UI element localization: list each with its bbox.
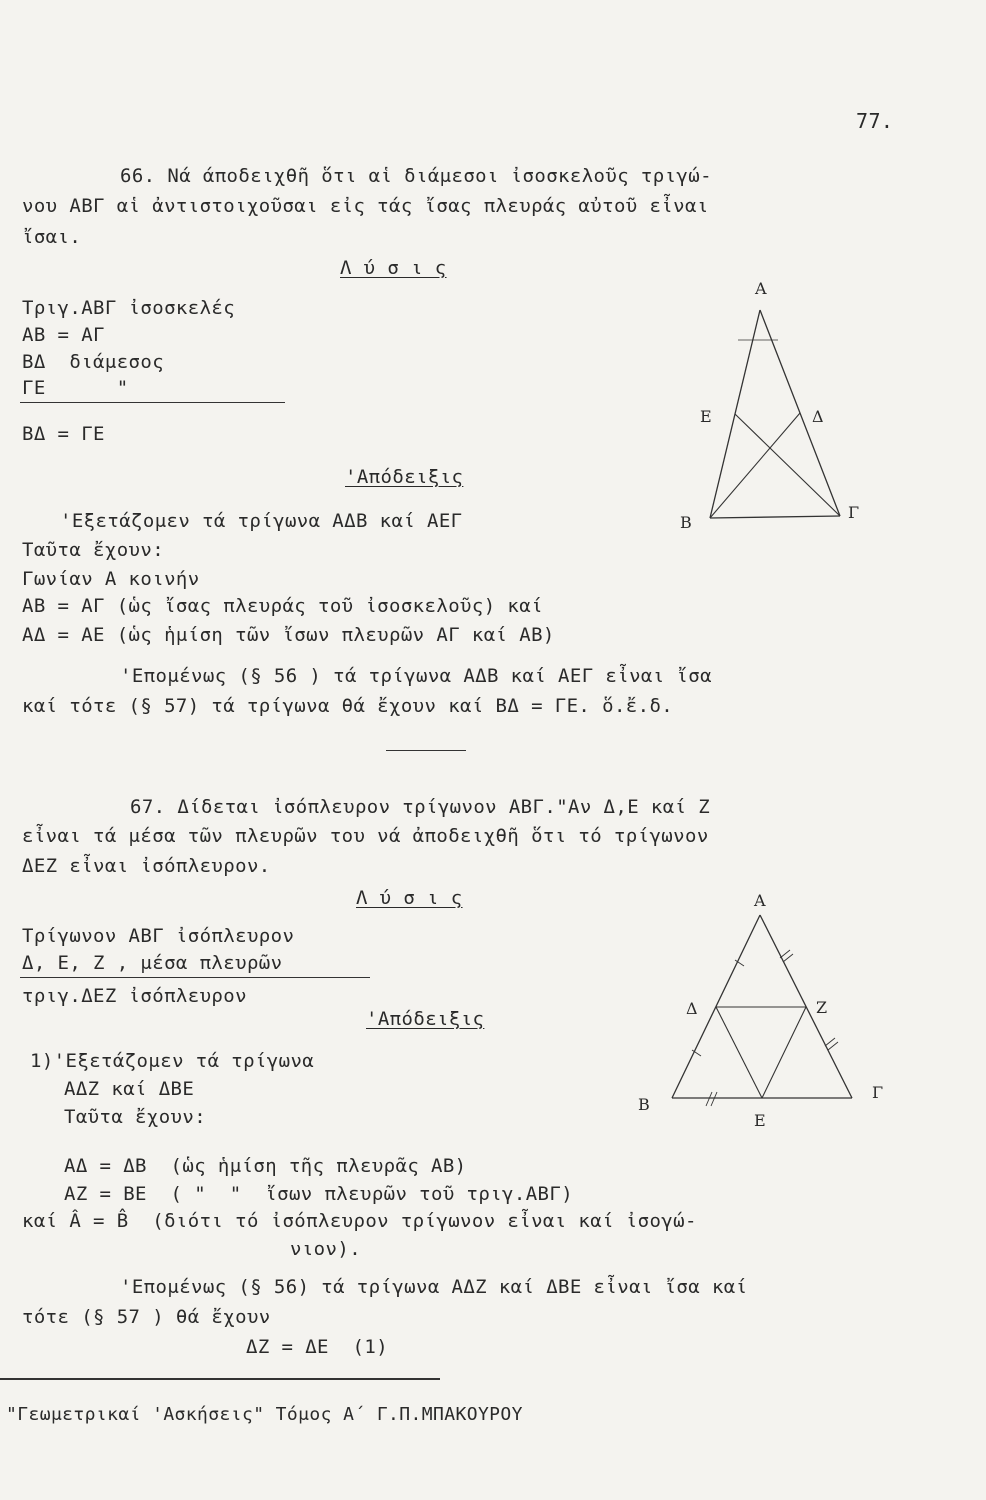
- figure-67-equilateral-triangle: [620, 880, 900, 1140]
- label-D-67: Δ: [686, 999, 698, 1018]
- problem-67-proof-3: Ταῦτα ἔχουν:: [64, 1106, 207, 1128]
- problem-67-to-prove: τριγ.ΔΕΖ ἰσόπλευρον: [22, 985, 247, 1007]
- figure-66-isosceles-triangle: [660, 280, 900, 550]
- problem-67-line-3: ΔΕΖ εἶναι ἰσόπλευρον.: [22, 855, 271, 877]
- footer-divider: [0, 1378, 440, 1380]
- problem-66-given-2: ΑΒ = ΑΓ: [22, 324, 105, 346]
- problem-66-solution-heading: Λ ύ σ ι ς: [340, 257, 447, 279]
- label-Z-67: Ζ: [816, 998, 828, 1017]
- problem-66-proof-6: 'Επομένως (§ 56 ) τά τρίγωνα ΑΔΒ καί ΑΕΓ εἶναι ἴσα: [120, 665, 712, 687]
- label-D-66: Δ: [812, 407, 824, 426]
- problem-66-proof-3: Γωνίαν Α κοινήν: [22, 568, 200, 590]
- label-B-67: Β: [638, 1095, 650, 1114]
- label-B-66: Β: [680, 513, 692, 532]
- label-A-66: Α: [755, 280, 767, 298]
- problem-66-given-4: ΓΕ ": [22, 377, 129, 399]
- problem-66-given-3: ΒΔ διάμεσος: [22, 351, 165, 373]
- problem-67-given-2: Δ, Ε, Ζ , μέσα πλευρῶν: [22, 952, 283, 974]
- problem-67-proof-1: 1)'Εξετάζομεν τά τρίγωνα: [30, 1050, 315, 1072]
- footer-citation: "Γεωμετρικαί 'Ασκήσεις" Τόμος Α΄ Γ.Π.ΜΠΑΚΟΥΡΟΥ: [6, 1404, 523, 1425]
- problem-66-proof-2: Ταῦτα ἔχουν:: [22, 539, 165, 561]
- label-G-66: Γ: [848, 503, 860, 522]
- problem-67-solution-heading: Λ ύ σ ι ς: [356, 887, 463, 909]
- problem-67-proof-heading: 'Απόδειξις: [366, 1008, 485, 1030]
- problem-66-proof-1: 'Εξετάζομεν τά τρίγωνα ΑΔΒ καί ΑΕΓ: [60, 510, 463, 532]
- problem-67-proof-5: ΑΖ = ΒΕ ( " " ἴσων πλευρῶν τοῦ τριγ.ΑΒΓ): [64, 1183, 574, 1205]
- label-E-66: Ε: [700, 407, 712, 426]
- problem-66-proof-4: ΑΒ = ΑΓ (ὡς ἴσας πλευράς τοῦ ἰσοσκελοῦς) καί: [22, 595, 543, 617]
- problem-66-line-1: 66. Νά άποδειχθῆ ὅτι αἱ διάμεσοι ἰσοσκελοῦς τριγώ-: [120, 165, 712, 187]
- problem-67-line-2: εἶναι τά μέσα τῶν πλευρῶν του νά ἀποδειχθῆ ὅτι τό τρίγωνον: [22, 825, 709, 847]
- problem-66-proof-5: ΑΔ = ΑΕ (ὡς ἡμίση τῶν ἴσων πλευρῶν ΑΓ καί ΑΒ): [22, 624, 555, 646]
- label-E-67: Ε: [754, 1111, 766, 1130]
- label-A-67: Α: [754, 891, 766, 910]
- problem-67-line-1: 67. Δίδεται ἰσόπλευρον τρίγωνον ΑΒΓ."Αν Δ,Ε καί Ζ: [130, 796, 711, 818]
- given-divider-67: [20, 977, 370, 978]
- problem-67-proof-7: νιον).: [290, 1238, 362, 1260]
- problem-66-to-prove: ΒΔ = ΓΕ: [22, 423, 105, 445]
- label-G-67: Γ: [872, 1083, 884, 1102]
- problem-66-line-2: νου ΑΒΓ αἱ ἀντιστοιχοῦσαι εἰς τάς ἴσας πλευράς αὐτοῦ εἶναι: [22, 195, 709, 217]
- problem-66-proof-7: καί τότε (§ 57) τά τρίγωνα θά ἔχουν καί ΒΔ = ΓΕ. ὅ.ἔ.δ.: [22, 695, 674, 717]
- problem-67-proof-2: ΑΔΖ καί ΔΒΕ: [64, 1078, 195, 1100]
- problem-66-given-1: Τριγ.ΑΒΓ ἰσοσκελές: [22, 297, 236, 319]
- section-divider: [386, 750, 466, 751]
- problem-67-proof-9: τότε (§ 57 ) θά ἔχουν: [22, 1306, 271, 1328]
- problem-67-proof-4: ΑΔ = ΔΒ (ὡς ἡμίση τῆς πλευρᾶς ΑΒ): [64, 1155, 467, 1177]
- given-divider-66: [20, 402, 285, 403]
- problem-67-given-1: Τρίγωνον ΑΒΓ ἰσόπλευρον: [22, 925, 295, 947]
- problem-66-line-3: ἴσαι.: [22, 226, 82, 248]
- problem-67-proof-6: καί Â = B̂ (διότι τό ἰσόπλευρον τρίγωνον εἶναι καί ἰσογώ-: [22, 1210, 697, 1232]
- problem-67-proof-10: ΔΖ = ΔΕ (1): [246, 1336, 389, 1358]
- problem-66-proof-heading: 'Απόδειξις: [345, 466, 464, 488]
- problem-67-proof-8: 'Επομένως (§ 56) τά τρίγωνα ΑΔΖ καί ΔΒΕ εἶναι ἴσα καί: [120, 1276, 748, 1298]
- page-number: 77.: [856, 109, 894, 133]
